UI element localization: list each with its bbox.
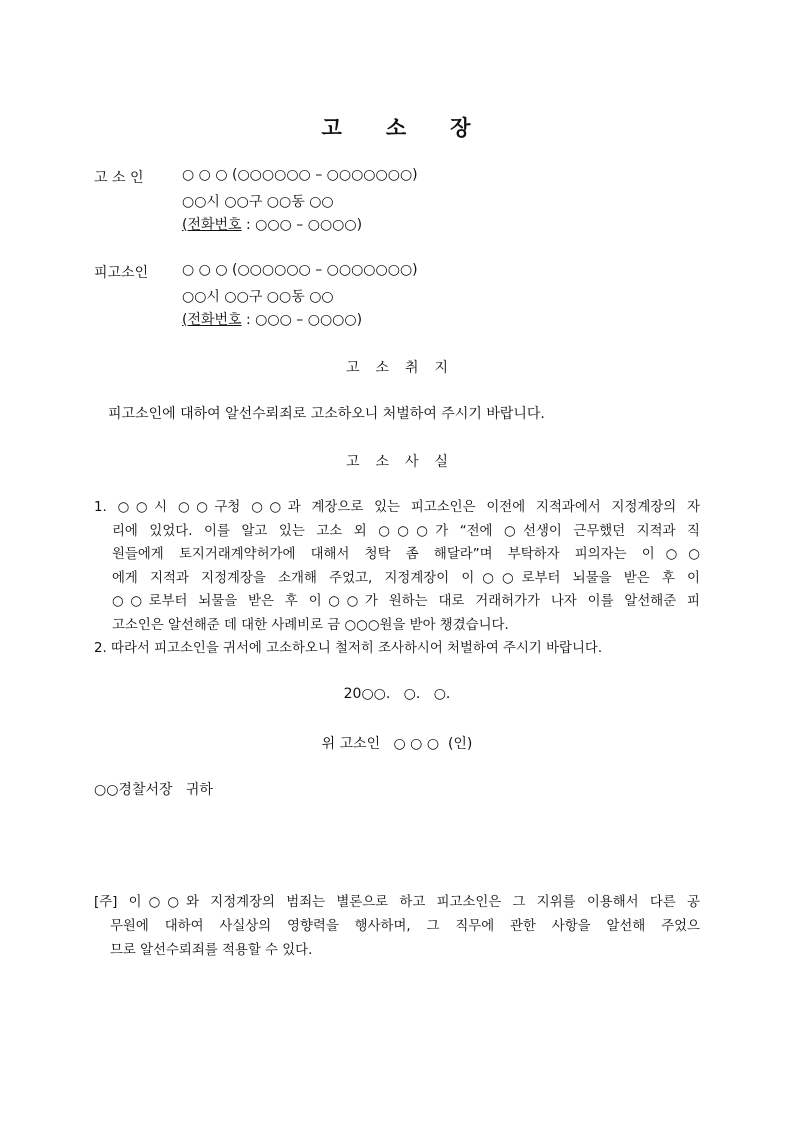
facts-item-1 bbox=[94, 496, 700, 661]
document-date: 20○○. ○. ○. bbox=[343, 686, 451, 702]
complainant-label: 고 소 인 bbox=[94, 170, 144, 186]
fact-line: 원들에게 토지거래계약허가에 대해서 청탁 좀 해달라”며 부탁하자 피의자는 이○○ bbox=[112, 547, 700, 562]
defendant-name-id: ○ ○ ○ (○○○○○○ – ○○○○○○○) bbox=[182, 262, 418, 278]
note-line: 무원에 대하여 사실상의 영향력을 행사하며, 그 직무에 관한 사항을 알선해 주었으 bbox=[110, 919, 700, 934]
heading-char: 소 bbox=[375, 454, 389, 470]
heading-char: 취 bbox=[405, 360, 419, 376]
complainant-address: ○○시 ○○구 ○○동 ○○ bbox=[182, 194, 334, 210]
note bbox=[94, 891, 700, 963]
heading-char: 사 bbox=[405, 454, 419, 470]
title-char: 장 bbox=[450, 116, 473, 140]
note-line: 므로 알선수뢰죄를 적용할 수 있다. bbox=[110, 943, 313, 958]
facts-item-2: 2. 따라서 피고소인을 귀서에 고소하오니 철저히 조사하시어 처벌하여 주시기 바랍니다. bbox=[94, 641, 603, 656]
heading-char: 소 bbox=[375, 360, 389, 376]
defendant-label: 피고소인 bbox=[94, 265, 149, 281]
purpose-text: 피고소인에 대하여 알선수뢰죄로 고소하오니 처벌하여 주시기 바랍니다. bbox=[108, 406, 545, 422]
phone-label: (전화번호 bbox=[182, 217, 242, 233]
fact-line: 리에 있었다. 이를 알고 있는 고소 외 ○○○가 “전에 ○선생이 근무했던 지적과 직 bbox=[112, 523, 700, 539]
fact-line: 고소인은 알선해준 데 대한 사례비로 금 ○○○원을 받아 챙겼습니다. bbox=[112, 617, 509, 633]
fact-line: 1. ○○시 ○○구청 ○○과 계장으로 있는 피고소인은 이전에 지적과에서 지정계장의 자 bbox=[94, 500, 700, 515]
document-title bbox=[0, 112, 794, 142]
fact-line: 에게 지적과 지정계장을 소개해 주었고, 지정계장이 이○○로부터 뇌물을 받은 후 이 bbox=[112, 570, 700, 586]
title-char: 소 bbox=[385, 116, 409, 140]
phone-label: (전화번호 bbox=[182, 312, 242, 328]
heading-char: 고 bbox=[345, 454, 360, 470]
complainant-phone bbox=[182, 214, 362, 234]
defendant-address: ○○시 ○○구 ○○동 ○○ bbox=[182, 289, 334, 305]
heading-char: 고 bbox=[345, 360, 360, 376]
signature-line: 위 고소인 ○ ○ ○ (인) bbox=[321, 736, 473, 752]
recipient: ○○경찰서장 귀하 bbox=[94, 782, 213, 798]
heading-char: 지 bbox=[434, 360, 449, 376]
purpose-heading bbox=[0, 357, 794, 377]
title-char: 고 bbox=[321, 116, 344, 140]
note-line: [주] 이○○와 지정계장의 범죄는 별론으로 하고 피고소인은 그 지위를 이용해서 다른 공 bbox=[94, 895, 700, 910]
phone-value: : ○○○ – ○○○○) bbox=[241, 217, 363, 233]
fact-line: ○○로부터 뇌물을 받은 후 이○○가 원하는 대로 거래허가가 나자 이를 알선해준 피 bbox=[112, 594, 700, 609]
phone-value: : ○○○ – ○○○○) bbox=[241, 312, 363, 328]
complainant-name-id: ○ ○ ○ (○○○○○○ – ○○○○○○○) bbox=[182, 167, 418, 183]
facts-heading bbox=[0, 451, 794, 471]
heading-char: 실 bbox=[434, 454, 449, 470]
defendant-phone bbox=[182, 309, 362, 329]
